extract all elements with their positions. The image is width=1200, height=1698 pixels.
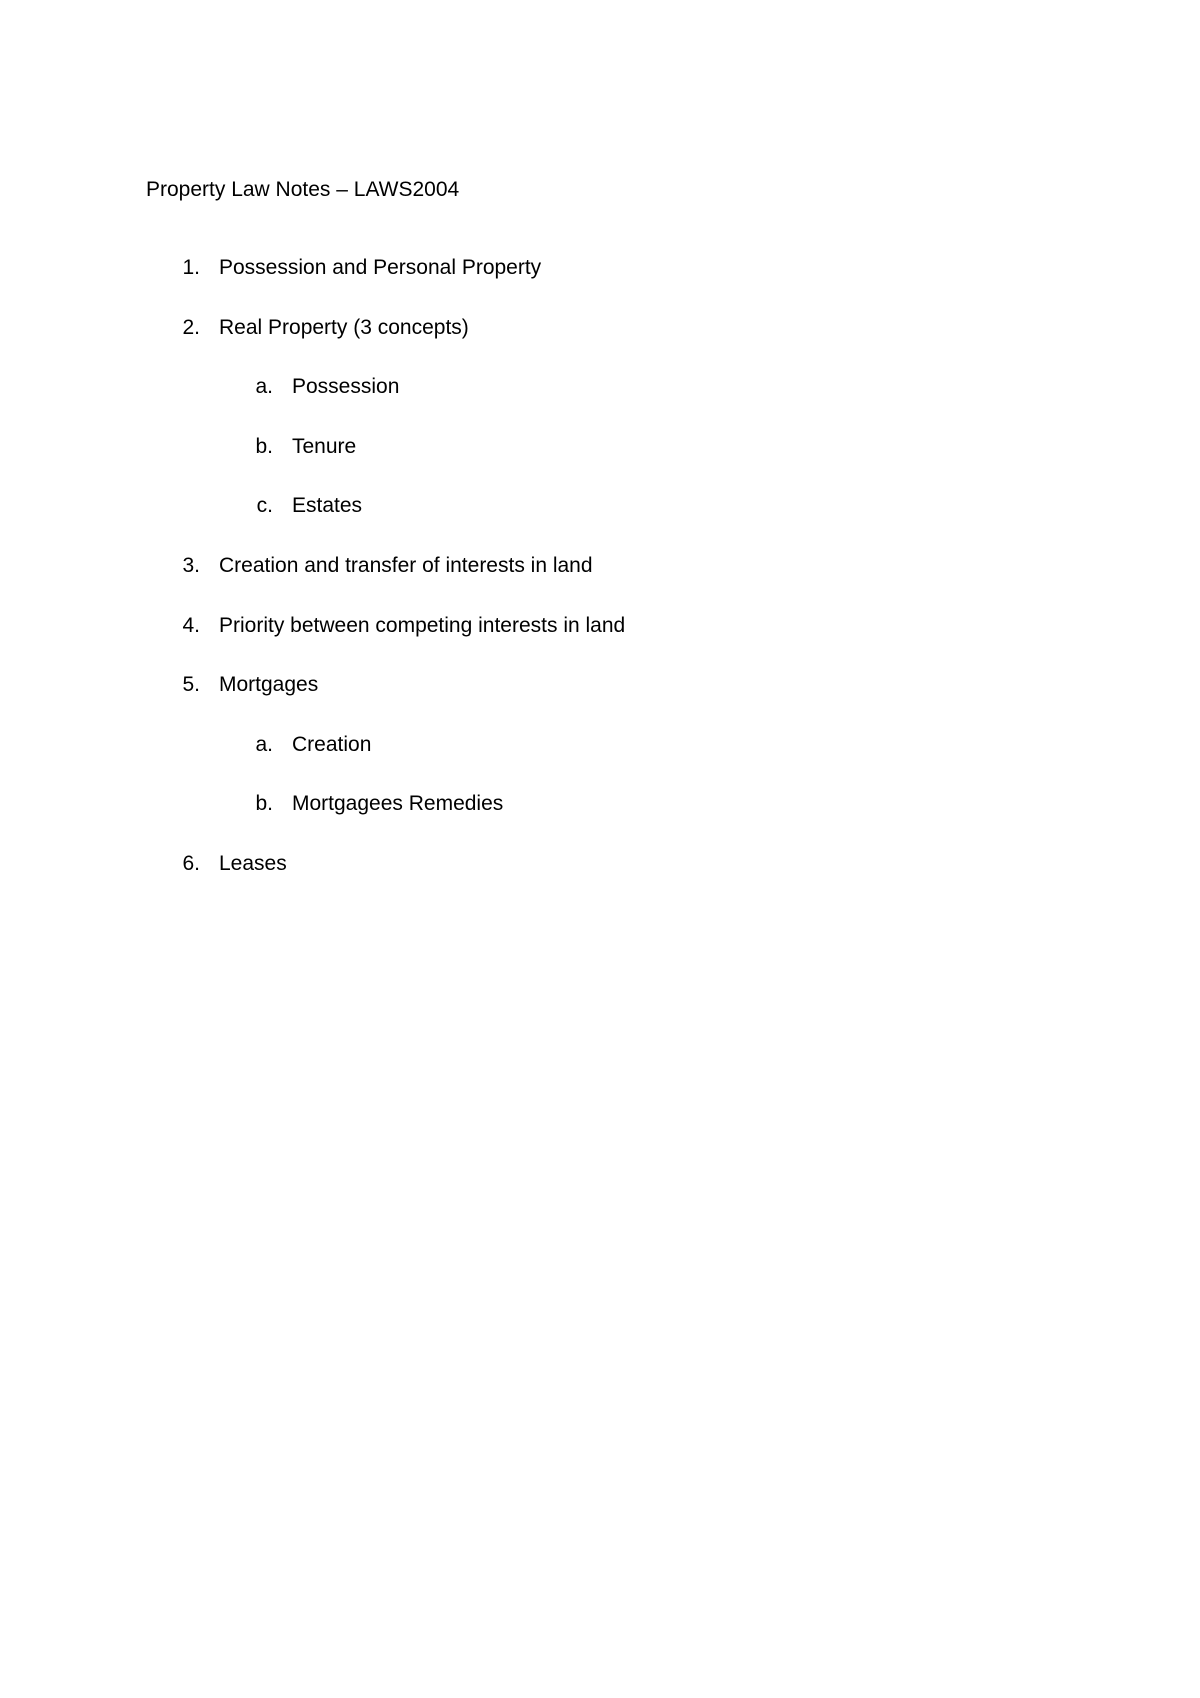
outline-item-mortgages	[0, 671, 1200, 731]
outline-marker: b.	[255, 434, 273, 458]
outline-text: Real Property (3 concepts)	[219, 315, 469, 339]
outline-text: Estates	[292, 494, 363, 518]
outline-marker: 3.	[182, 553, 200, 577]
outline-marker: c.	[256, 494, 273, 518]
topic-outline	[0, 254, 1200, 910]
outline-text: Possession and Personal Property	[219, 256, 542, 279]
outline-text: Creation and transfer of interests in land	[219, 553, 593, 577]
outline-subitem-possession	[0, 373, 1200, 433]
outline-item-priority	[0, 612, 1200, 672]
document-title: Property Law Notes – LAWS2004	[146, 178, 460, 201]
outline-marker: b.	[255, 792, 273, 816]
outline-text: Mortgagees Remedies	[292, 792, 504, 816]
outline-item-leases	[0, 850, 1200, 910]
outline-marker: a.	[255, 732, 273, 756]
outline-item-creation-transfer	[0, 552, 1200, 612]
outline-subitem-tenure	[0, 433, 1200, 493]
outline-subitem-creation	[0, 731, 1200, 791]
outline-marker: 2.	[182, 315, 200, 339]
outline-marker: a.	[255, 375, 273, 399]
outline-text: Mortgages	[219, 673, 319, 697]
outline-item-possession-personal-property	[0, 254, 1200, 314]
outline-marker: 4.	[182, 613, 200, 637]
outline-text: Creation	[292, 732, 372, 756]
outline-marker: 6.	[182, 851, 200, 875]
outline-marker: 1.	[182, 256, 200, 279]
outline-marker: 5.	[182, 673, 200, 697]
outline-item-real-property	[0, 314, 1200, 374]
outline-text: Priority between competing interests in land	[219, 613, 626, 637]
outline-subitem-mortgagees-remedies	[0, 790, 1200, 850]
outline-text: Tenure	[292, 434, 357, 458]
outline-text: Possession	[292, 375, 400, 399]
outline-subitem-estates	[0, 492, 1200, 552]
outline-text: Leases	[219, 851, 287, 875]
